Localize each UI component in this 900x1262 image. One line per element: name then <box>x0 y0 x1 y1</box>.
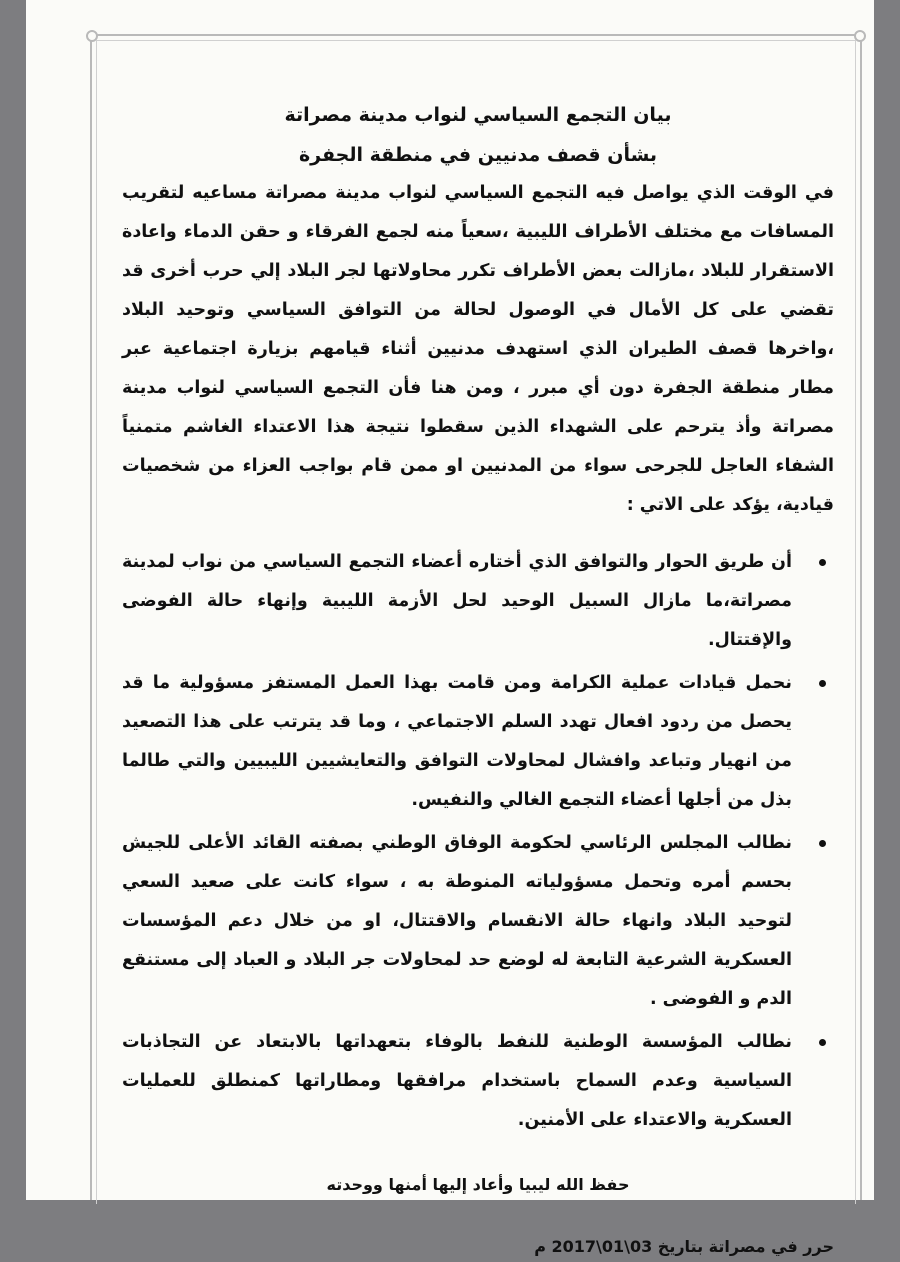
statement-body <box>122 100 834 1262</box>
bullet-icon <box>819 680 826 687</box>
point-text: أن طريق الحوار والتوافق الذي أختاره أعضاء التجمع السياسي من نواب لمدينة مصراتة،ما مازال السبيل الوحيد لحل الأزمة الليبية وإنهاء حالة الفوضى والإقتتال. <box>122 552 792 650</box>
document-page <box>26 0 874 1256</box>
points-list <box>122 543 834 1140</box>
point-text: نطالب المجلس الرئاسي لحكومة الوفاق الوطني بصفته القائد الأعلى للجيش بحسم أمره وتحمل مسؤولياته المنوطة به ، سواء كانت على صعيد السعي لتوحيد البلاد وانهاء حالة الانقسام والاقتتال، او من خلال دعم المؤسسات العسكرية الشرعية التابعة له لوضع حد لمحاولات جر البلاد و العباد إلى مستنقع الدم و الفوضى . <box>122 833 792 1009</box>
point-text: نحمل قيادات عملية الكرامة ومن قامت بهذا العمل المستفز مسؤولية ما قد يحصل من ردود افعال تهدد السلم الاجتماعي ، وما قد يترتب على هذا التصعيد من انهيار وتباعد وافشال لمحاولات التوافق والتعايشيين الليبيين والتي طالما بذل من أجلها أعضاء التجمع الغالي والنفيس. <box>122 673 792 810</box>
border-corner-ornament <box>86 30 98 42</box>
list-item <box>122 543 834 660</box>
intro-paragraph: في الوقت الذي يواصل فيه التجمع السياسي لنواب مدينة مصراتة مساعيه لتقريب المسافات مع مختلف الأطراف الليبية ،سعياً منه لجمع الفرقاء و حقن الدماء واعادة الاستقرار للبلاد ،مازالت بعض الأطراف تكرر محاولاتها لجر البلاد إلي حرب أخرى قد تقضي على كل الأمال في الوصول لحالة من التوافق السياسي وتوحيد البلاد ،واخرها قصف الطيران الذي استهدف مدنيين أثناء قيامهم بزيارة اجتماعية عبر مطار منطقة الجفرة دون أي مبرر ، ومن هنا فأن التجمع السياسي لنواب مدينة مصراتة وأذ يترحم على الشهداء الذين سقطوا نتيجة هذا الاعتداء الغاشم متمنياً الشفاء العاجل للجرحى سواء من المدنيين او ممن قام بواجب العزاء من شخصيات قيادية، يؤكد على الاتي : <box>122 183 834 515</box>
list-item <box>122 824 834 1019</box>
bullet-icon <box>819 559 826 566</box>
border-corner-ornament <box>854 30 866 42</box>
point-text: نطالب المؤسسة الوطنية للنفط بالوفاء بتعهداتها بالابتعاد عن التجاذبات السياسية وعدم السماح باستخدام مرافقها ومطاراتها كمنطلق للعمليات العسكرية والاعتداء على الأمنين. <box>122 1032 792 1130</box>
closing-line: حفظ الله ليبيا وأعاد إليها أمنها ووحدته <box>326 1175 630 1194</box>
issue-date-line: حرر في مصراتة بتاريخ 03\01\2017 م <box>534 1237 834 1256</box>
bullet-icon <box>819 840 826 847</box>
statement-title: بيان التجمع السياسي لنواب مدينة مصراتة <box>284 104 672 126</box>
list-item <box>122 664 834 820</box>
statement-subtitle: بشأن قصف مدنيين في منطقة الجفرة <box>298 144 658 166</box>
list-item <box>122 1023 834 1140</box>
bullet-icon <box>819 1039 826 1046</box>
